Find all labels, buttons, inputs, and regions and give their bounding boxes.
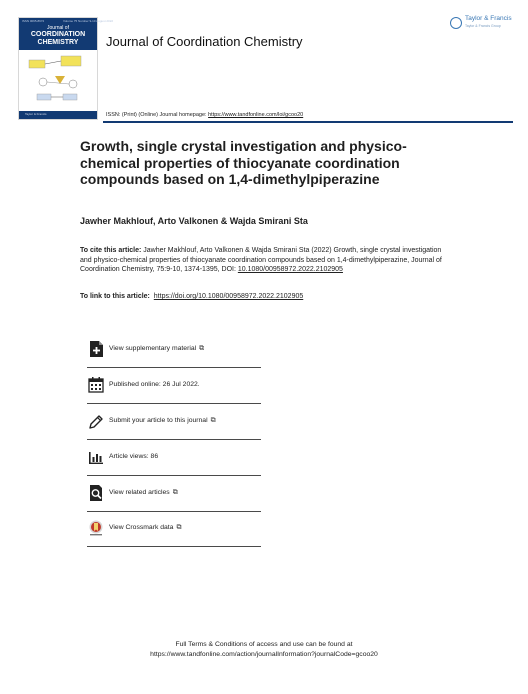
action-label[interactable] [109,489,178,497]
publisher-tagline: Taylor & Francis Group [465,24,501,28]
external-link-icon: ⧉ [176,524,182,531]
action-label-text: Published online: 26 Jul 2022. [109,381,200,388]
publisher-name: Taylor & Francis [465,15,512,22]
article-views-row [87,439,261,476]
cover-name-line: CHEMISTRY [37,38,79,46]
cover-issn-text: ISSN 0095-8972 [22,19,45,23]
article-doi-url-link[interactable]: https://doi.org/10.1080/00958972.2022.2102905 [153,293,304,300]
issn-line [106,112,303,118]
action-label[interactable] [109,417,216,425]
terms-footer [0,640,528,659]
external-link-icon: ⧉ [210,417,216,424]
external-link-icon: ⧉ [172,489,178,496]
journal-cover-thumbnail [18,17,114,120]
calendar-icon [88,377,104,393]
cover-footer-text: Taylor & Francis [25,112,47,116]
cover-footer-band [19,111,97,119]
cover-name-line: COORDINATION [30,31,86,38]
citation-doi-link[interactable]: 10.1080/00958972.2022.2102905 [237,266,343,273]
footer-terms-link[interactable]: https://www.tandfonline.com/action/journalInformation?journalCode=gcoo20 [150,650,378,658]
citation-block [80,246,450,275]
cover-journal-name [19,25,97,46]
action-label-text[interactable]: View related articles [109,489,170,496]
cover-header-band [19,18,114,50]
submit-article-icon [88,413,104,429]
view-related-articles-row[interactable] [87,475,261,512]
cover-name-line: Journal of [47,25,69,31]
action-label[interactable] [109,345,204,353]
external-link-icon: ⧉ [199,345,205,352]
related-articles-icon [88,485,104,501]
view-supplementary-material-row[interactable] [87,331,261,368]
crossmark-icon [88,520,104,536]
header-divider [103,121,513,123]
article-link-label: To link to this article: [80,293,150,300]
journal-title: Journal of Coordination Chemistry [106,34,303,49]
article-link-line [80,293,303,300]
cover-diagram-icon [27,54,89,106]
cover-volume-text: Volume 75 Number 9-10 August 2022 [63,19,114,23]
submit-article-row[interactable] [87,403,261,440]
action-label-text: Article views: 86 [109,453,159,460]
action-label-text[interactable]: Submit your article to this journal [109,417,208,424]
citation-text: Jawher Makhlouf, Arto Valkonen & Wajda Smirani Sta (2022) Growth, single crystal investigation and physico-chemical properties of thiocyanate coordination compounds based on 1,4-dimethylpiperazine, Journal of Coordination Chemistry, 75:9-10, 1374-1395, DOI: [80,247,442,273]
article-title: Growth, single crystal investigation and physico-chemical properties of thiocyanate coordination compounds based on 1,4-dimethylpiperazine [80,138,407,187]
action-label-text[interactable]: View supplementary material [109,345,197,352]
bar-chart-icon [88,449,104,465]
view-crossmark-row[interactable] [87,510,261,547]
footer-line: Full Terms & Conditions of access and use can be found at [175,641,353,648]
citation-label: To cite this article: [80,247,142,254]
article-authors: Jawher Makhlouf, Arto Valkonen & Wajda Smirani Sta [80,216,308,226]
journal-homepage-link[interactable]: https://www.tandfonline.com/loi/gcoo20 [208,112,304,118]
supplementary-material-icon [88,341,104,357]
issn-prefix: ISSN: (Print) (Online) Journal homepage: [106,112,209,118]
publisher-logo-icon [450,17,462,29]
action-label[interactable] [109,524,181,532]
action-label-text[interactable]: View Crossmark data [109,524,174,531]
published-online-row [87,367,261,404]
publisher-logo [450,14,512,34]
